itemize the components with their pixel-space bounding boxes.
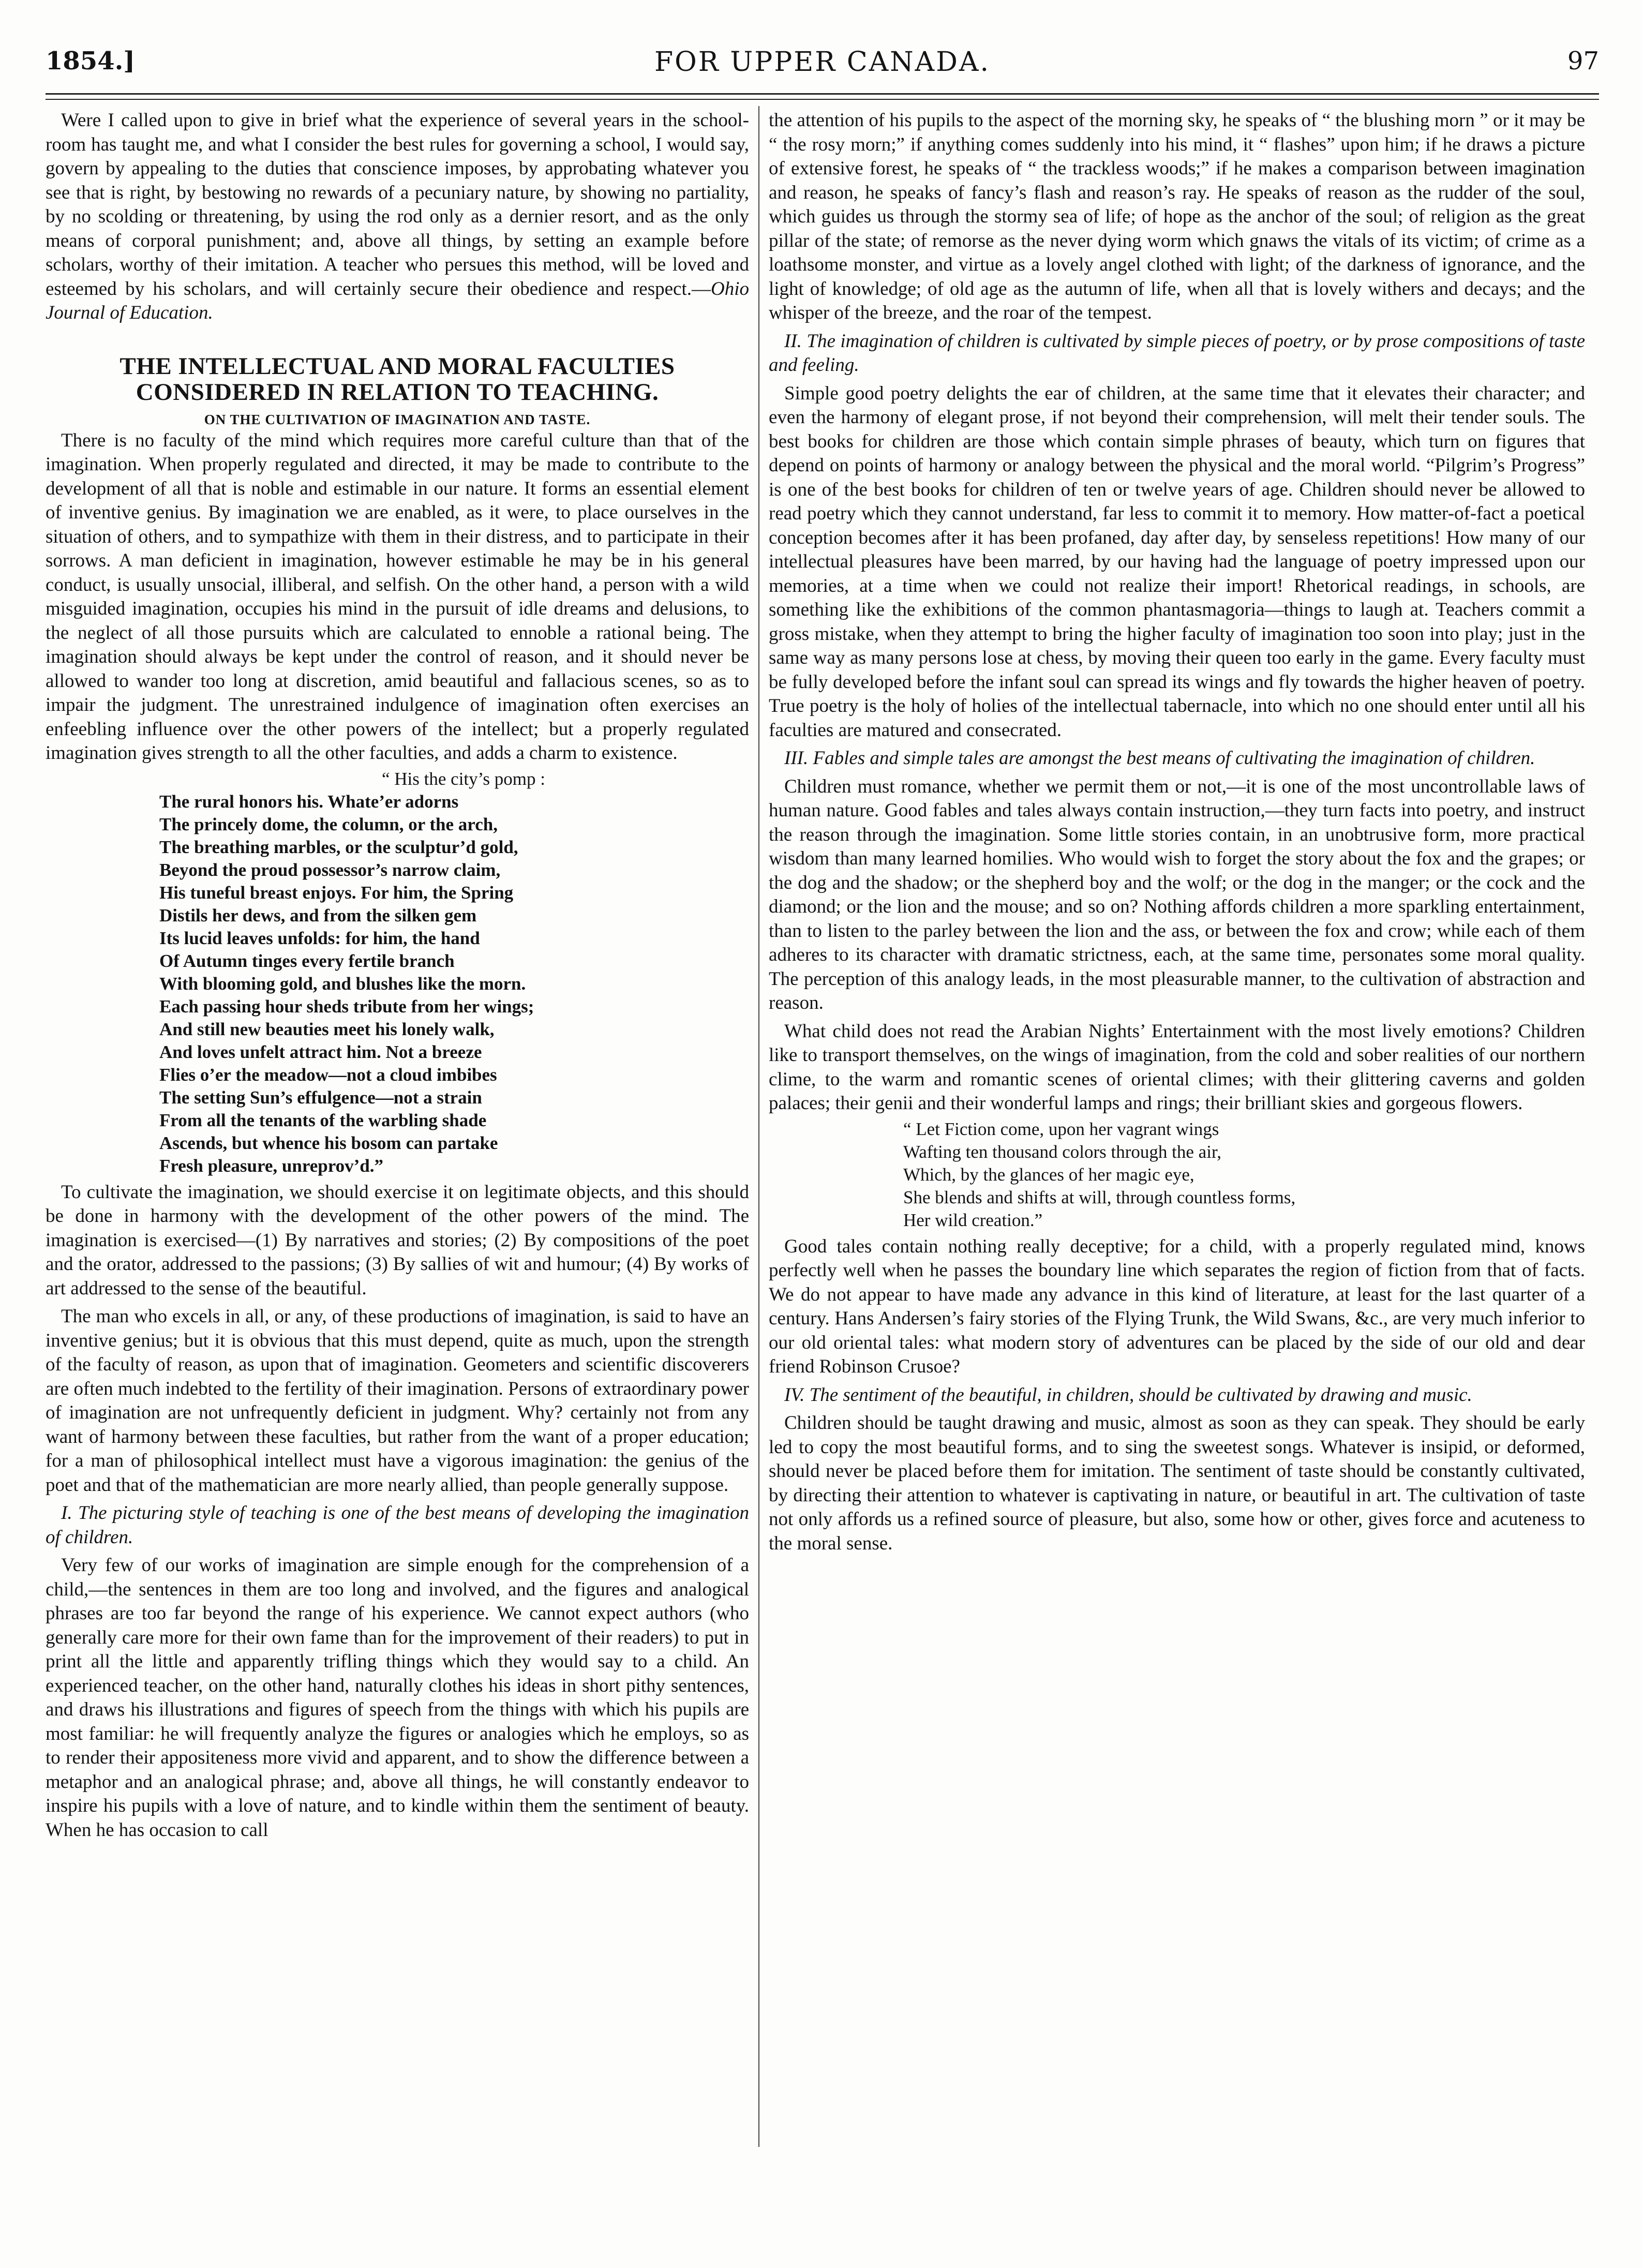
article-title: THE INTELLECTUAL AND MORAL FACULTIES CONSIDERED IN RELATION TO TEACHING. [120,352,675,406]
paragraph: Very few of our works of imagination are simple enough for the comprehension of a child,—the sentences in them are too long and involved, and the figures and analogical phrases are too far beyond the range of his experience. We cannot expect authors (who generally care more for their own fame than for the improvement of their readers) to put in print all the little and apparently trifling things which they would say to a child. An experienced teacher, on the other hand, naturally clothes his ideas in short pithy sentences, and draws his illustrations and figures of speech from the things with which his pupils are most familiar: he will frequently analyze the figures or analogies which he employs, so as to render their appositeness more vivid and apparent, and to show the difference between a metaphor and an analogical phrase; and, above all things, he will constantly endeavor to inspire his pupils with a love of nature, and to kindle within them the sentiment of beauty. When he has occasion to call [46,1555,749,1841]
poem-line: Her wild creation.” [903,1210,1043,1230]
section-heading: III. Fables and simple tales are amongst the best means of cultivating the imagination of children. [784,748,1535,769]
paragraph: Good tales contain nothing really deceptive; for a child, with a properly regulated mind, knows perfectly well when he passes the boundary line which separates the region of fiction from that of facts. We do not appear to have made any advance in this kind of literature, at least for the last quarter of a century. Hans Andersen’s fairy stories of the Flying Trunk, the Wild Swans, &c., are very much inferior to our old oriental tales: what modern story of adventures can be placed by the side of our old and dear friend Robinson Crusoe? [769,1235,1585,1377]
poem-quote [46,768,749,1177]
poem-line: The princely dome, the column, or the arch, [159,814,498,834]
poem-line: The breathing marbles, or the sculptur’d gold, [159,837,518,857]
section-heading: IV. The sentiment of the beautiful, in children, should be cultivated by drawing and music. [784,1384,1472,1406]
section-heading: II. The imagination of children is cultivated by simple pieces of poetry, or by prose compositions of taste and feeling. [769,330,1585,376]
poem-line: Distils her dews, and from the silken gem [159,905,477,926]
paragraph: Children must romance, whether we permit them or not,—it is one of the most uncontrollable laws of human nature. Good fables and tales always contain instruction,—they turn facts into poetry, and instruct the reason through the imagination. Some little stories contain, in an unobtrusive form, more practical wisdom than many learned homilies. Who would wish to forget the story about the fox and the grapes; or the dog and the shadow; or the shepherd boy and the wolf; or the dog in the manger; or the cock and the diamond; or the lion and the mouse; and so on? Nothing affords children a more sparkling entertainment, than to listen to the parley between the lion and the ass, or between the fox and crow; while each of them adheres to its character with dramatic strictness, each, at the same time, personates some moral quality. The perception of this analogy leads, in the most pleasurable manner, to the cultivation of abstraction and reason. [769,775,1585,1013]
paragraph: To cultivate the imagination, we should exercise it on legitimate objects, and this should be done in harmony with the development of the other powers of the mind. The imagination is exercised—(1) By narratives and stories; (2) By compositions of the poet and the orator, addressed to the passions; (3) By sallies of wit and humour; (4) By works of art addressed to the sense of the beautiful. [46,1181,749,1299]
poem-line: “ Let Fiction come, upon her vagrant wings [903,1118,1219,1139]
poem-line: Which, by the glances of her magic eye, [903,1164,1194,1185]
header-date: 1854.] [46,47,136,76]
paragraph: The man who excels in all, or any, of these productions of imagination, is said to have an inventive genius; but it is obvious that this must depend, quite as much, upon the strength of the faculty of reason, as upon that of imagination. Geometers and scientific discoverers are often much indebted to the fertility of their imagination. Persons of extraordinary power of imagination are not unfrequently deficient in judgment. Why? certainly not from any want of harmony between these faculties, but rather from the want of a proper education; for a man of philosophical intellect must have a vigorous imagination: the genius of the poet and that of the mathematician are more nearly allied, than people generally suppose. [46,1306,749,1496]
poem-line: Its lucid leaves unfolds: for him, the hand [159,928,480,948]
poem-line: Ascends, but whence his bosom can partake [159,1132,498,1153]
right-column [769,109,1585,1556]
left-column [46,109,749,1842]
poem-line: The setting Sun’s effulgence—not a strain [159,1087,482,1108]
poem-line: With blooming gold, and blushes like the morn. [159,973,526,994]
paragraph: Simple good poetry delights the ear of children, at the same time that it elevates their character; and even the harmony of elegant prose, if not beyond their comprehension, will melt their tender souls. The best books for children are those which contain simple phrases of beauty, which turn on figures that depend on points of harmony or analogy between the physical and the moral world. “Pilgrim’s Progress” is one of the best books for children of ten or twelve years of age. Children should never be allowed to read poetry which they cannot understand, far less to commit it to memory. How matter-of-fact a poetical conception becomes after it has been profaned, day after day, by senseless repetitions! How many of our intellectual pleasures have been marred, by our having had the language of poetry impressed upon our memories, at a time when we could not realize their import! Rhetorical readings, in schools, are something like the exhibitions of the common phantasmagoria—things to laugh at. Teachers commit a gross mistake, when they attempt to bring the higher faculty of imagination too soon into play; just in the same way as many persons lose at chess, by moving their queen too early in the game. Every faculty must be fully developed before the infant soul can spread its wings and fly towards the higher heaven of poetry. True poetry is the holy of holies of the intellectual tabernacle, into which no one should enter until all his faculties are matured and consecrated. [769,382,1585,741]
page-number: 97 [1567,47,1599,76]
poem-line: Flies o’er the meadow—not a cloud imbibes [159,1064,497,1085]
header-rule-thin [46,99,1599,100]
poem-line: And still new beauties meet his lonely walk, [159,1019,495,1039]
paragraph: What child does not read the Arabian Nights’ Entertainment with the most lively emotions? Children like to transport themselves, on the wings of imagination, from the cold and sober realities of our northern clime, to the warm and romantic scenes of oriental climes; with their glittering caverns and golden palaces; their genii and their wonderful lamps and rings; their brilliant skies and gorgeous flowers. [769,1020,1585,1114]
section-heading: I. The picturing style of teaching is one of the best means of developing the imagination of children. [46,1502,749,1548]
poem-quote [769,1118,1585,1232]
poem-line: Wafting ten thousand colors through the air, [903,1141,1221,1162]
poem-line: “ His the city’s pomp : [382,768,545,789]
poem-line: Each passing hour sheds tribute from her wings; [159,996,534,1017]
intro-citation: Ohio Journal of Education. [46,278,749,323]
poem-line: She blends and shifts at will, through countless forms, [903,1187,1296,1207]
paragraph: There is no faculty of the mind which requires more careful culture than that of the imagination. When properly regulated and directed, it may be made to contribute to the development of all that is noble and estimable in our nature. It forms an essential element of inventive genius. By imagination we are enabled, as it were, to place ourselves in the situation of others, and to sympathize with them in their distress, and to participate in their sorrows. A man deficient in imagination, however estimable he may be in his general conduct, is usually unsocial, illiberal, and selfish. On the other hand, a person with a wild misguided imagination, occupies his mind in the pursuit of idle dreams and delusions, to the neglect of all those pursuits which are calculated to ennoble a rational being. The imagination should always be kept under the control of reason, and it should never be allowed to wander too long at discretion, amid beautiful and fallacious scenes, so as to impair the judgment. The unrestrained indulgence of imagination often exercises an enfeebling influence over the other powers of the intellect; but a properly regulated imagination gives strength to all the other faculties, and adds a charm to existence. [46,429,749,764]
paragraph: Children should be taught drawing and music, almost as soon as they can speak. They should be early led to copy the most beautiful forms, and to sing the sweetest songs. Whatever is insipid, or deformed, should never be placed before them for imitation. The sentiment of taste should be constantly cultivated, by directing their attention to whatever is captivating in nature, or beautiful in art. The cultivation of taste not only affords us a refined source of pleasure, but also, some how or other, gives force and acuteness to the moral sense. [769,1412,1585,1554]
header-rule [46,93,1599,95]
intro-text: Were I called upon to give in brief what the experience of several years in the school-room has taught me, and what I consider the best rules for governing a school, I would say, govern by appealing to the duties that conscience imposes, by approbating whatever you see that is right, by bestowing no rewards of a pecuniary nature, by showing no partiality, by no scolding or threatening, by using the rod only as a dernier resort, and as the only means of corporal punishment; and, above all things, by setting an example before scholars, worthy of their imitation. A teacher who persues this method, will be loved and esteemed by his scholars, and will certainly secure their obedience and respect.— [46,110,749,300]
poem-line: Of Autumn tinges every fertile branch [159,950,455,971]
poem-line: Fresh pleasure, unreprov’d.” [159,1155,384,1176]
poem-line: And loves unfelt attract him. Not a breeze [159,1041,482,1062]
paragraph: the attention of his pupils to the aspect of the morning sky, he speaks of “ the blushing morn ” or it may be “ the rosy morn;” if anything comes suddenly into his mind, it “ flashes” upon him; if he draws a picture of extensive forest, he speaks of “ the trackless woods;” if he makes a comparison between imagination and reason, he speaks of fancy’s flash and reason’s ray. He speaks of reason as the rudder of the soul, which guides us through the stormy sea of life; of hope as the anchor of the soul; of religion as the great pillar of the state; of remorse as the never dying worm which gnaws the vitals of its victim; of crime as a loathsome monster, and virtue as a lovely angel clothed with light; of the darkness of ignorance, and the light of knowledge; of old age as the autumn of life, when all that is lovely withers and decays; and the whisper of the breeze, and the roar of the tempest. [769,110,1585,323]
poem-line: His tuneful breast enjoys. For him, the Spring [159,882,514,903]
article-subtitle: ON THE CULTIVATION OF IMAGINATION AND TASTE. [204,411,591,427]
poem-line: Beyond the proud possessor’s narrow claim, [159,859,501,880]
page-header [46,47,1599,88]
header-title: FOR UPPER CANADA. [654,47,990,78]
column-divider [758,106,759,2147]
poem-line: From all the tenants of the warbling shade [159,1110,487,1130]
poem-line: The rural honors his. Whate’er adorns [159,791,459,812]
intro-paragraph [46,109,749,325]
